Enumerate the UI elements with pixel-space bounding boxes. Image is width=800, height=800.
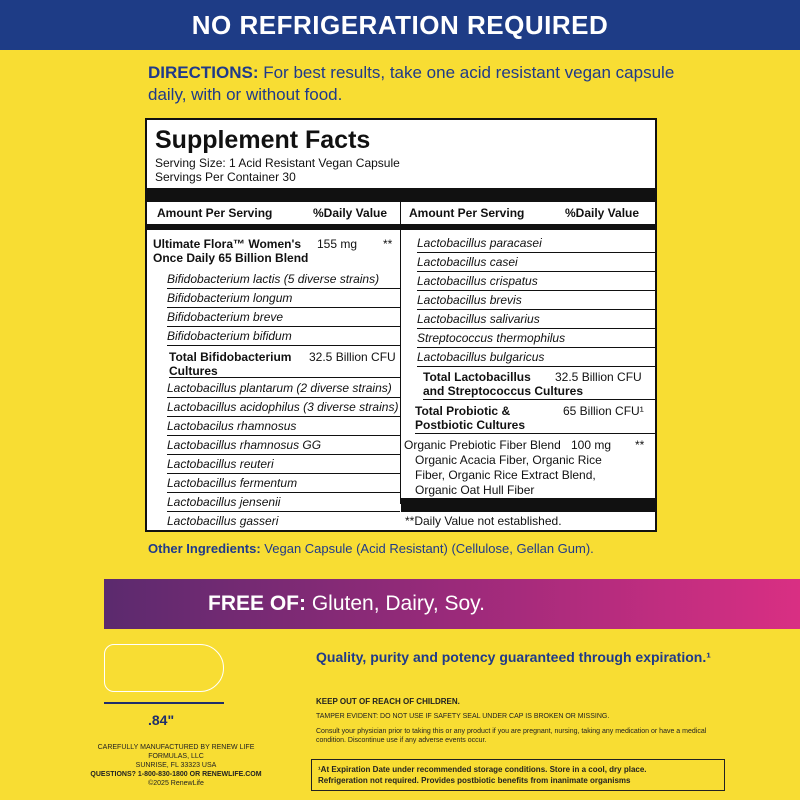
- fiber-detail: Organic Oat Hull Fiber: [415, 483, 535, 497]
- fiber-detail: Organic Acacia Fiber, Organic Rice: [415, 453, 602, 467]
- strain-row: Lactobacillus acidophilus (3 diverse strains): [167, 398, 400, 417]
- strain-row: Lactobacillus crispatus: [417, 272, 655, 291]
- strain-row: Lactobacillus paracasei: [417, 234, 655, 253]
- blend-dv: **: [383, 237, 393, 251]
- blend-name: Ultimate Flora™ Women's Once Daily 65 Billion Blend: [153, 237, 309, 265]
- tamper-warning: TAMPER EVIDENT: DO NOT USE IF SAFETY SEAL UNDER CAP IS BROKEN OR MISSING.: [316, 713, 610, 720]
- col-amount-right: Amount Per Serving: [409, 206, 525, 220]
- total-lacto: Total Lactobacillus and Streptococcus Cultures 32.5 Billion CFU: [423, 370, 655, 400]
- col-dv-left: %Daily Value: [313, 206, 388, 220]
- header-bar: [147, 224, 655, 230]
- strain-row: Bifidobacterium breve: [167, 308, 400, 327]
- blend-amount: 155 mg: [317, 237, 358, 251]
- column-divider: [400, 202, 401, 504]
- dv-footnote: **Daily Value not established.: [405, 514, 562, 528]
- strain-row: Lactobacillus plantarum (2 diverse strains): [167, 379, 400, 398]
- total-probiotic: Total Probiotic & Postbiotic Cultures 65 Billion CFU¹: [415, 404, 655, 434]
- total-probiotic-value: 65 Billion CFU¹: [563, 404, 644, 418]
- fiber-detail: Fiber, Organic Rice Extract Blend,: [415, 468, 596, 482]
- quality-statement: Quality, purity and potency guaranteed through expiration.¹: [316, 649, 711, 665]
- strain-row: Bifidobacterium lactis (5 diverse strains): [167, 270, 400, 289]
- keep-out-warning: KEEP OUT OF REACH OF CHILDREN.: [316, 697, 460, 706]
- facts-title: Supplement Facts: [155, 126, 371, 154]
- directions: [148, 62, 708, 106]
- strain-row: Lactobacillus brevis: [417, 291, 655, 310]
- other-ingredients-label: Other Ingredients:: [148, 541, 261, 556]
- free-of-label: FREE OF:: [208, 592, 306, 615]
- directions-label: DIRECTIONS:: [148, 63, 259, 82]
- strain-row: Bifidobacterium bifidum: [167, 327, 400, 346]
- servings-per-container: Servings Per Container 30: [155, 170, 296, 184]
- fiber-blend-dv: **: [635, 438, 645, 452]
- other-ingredients-text: Vegan Capsule (Acid Resistant) (Cellulose, Gellan Gum).: [260, 541, 594, 556]
- supplement-facts-panel: [145, 118, 657, 532]
- fiber-blend-name: Organic Prebiotic Fiber Blend: [404, 438, 561, 452]
- strain-row: Lactobacillus bulgaricus: [417, 348, 655, 367]
- fiber-blend-amount: 100 mg: [571, 438, 612, 452]
- strain-row: Bifidobacterium longum: [167, 289, 400, 308]
- consult-warning: Consult your physician prior to taking this or any product if you are pregnant, nursing, taking any medication or have a medical condition. Discontinue use if any adverse events occur.: [316, 728, 707, 744]
- free-of-band: [104, 579, 800, 629]
- strain-row: Lactobacillus fermentum: [167, 474, 400, 493]
- total-bifido: Total Bifidobacterium Cultures 32.5 Billion CFU: [169, 350, 400, 378]
- total-lacto-value: 32.5 Billion CFU: [555, 370, 642, 384]
- col-amount-left: Amount Per Serving: [157, 206, 273, 220]
- strain-row: Lactobacillus reuteri: [167, 455, 400, 474]
- strain-row: Lactobacillus salivarius: [417, 310, 655, 329]
- other-ingredients: [148, 541, 594, 556]
- serving-size: Serving Size: 1 Acid Resistant Vegan Capsule: [155, 156, 400, 170]
- free-of-text: Gluten, Dairy, Soy.: [306, 592, 485, 615]
- strain-row: Streptococcus thermophilus: [417, 329, 655, 348]
- total-bifido-value: 32.5 Billion CFU: [309, 350, 396, 364]
- refrigeration-banner: NO REFRIGERATION REQUIRED: [0, 0, 800, 50]
- capsule-size: .84": [148, 712, 175, 728]
- strain-row: Lactobacillus jensenii: [167, 493, 400, 512]
- strain-row: Lactobacillus casei: [417, 253, 655, 272]
- capsule-size-line: [104, 702, 224, 704]
- expiration-note-box: ¹At Expiration Date under recommended storage conditions. Store in a cool, dry place. Refrigeration not required. Provides postbiotic benefits from inanimate organisms: [311, 759, 725, 791]
- col-dv-right: %Daily Value: [565, 206, 640, 220]
- strain-row: Lactobacillus gasseri: [167, 514, 279, 528]
- bottom-bar: [401, 498, 655, 512]
- directions-text: For best results, take one acid resistant vegan capsule daily, with or without food.: [148, 63, 675, 104]
- strain-row: Lactobacilus rhamnosus: [167, 417, 400, 436]
- capsule-outline: [104, 644, 224, 692]
- strain-row: Lactobacillus rhamnosus GG: [167, 436, 400, 455]
- manufacturer-info: CAREFULLY MANUFACTURED BY RENEW LIFE FORMULAS, LLC SUNRISE, FL 33323 USA QUESTIONS? 1-800-830-1800 OR RENEWLIFE.COM ©2025 RenewLife: [90, 744, 262, 787]
- facts-thick-bar: [147, 188, 655, 202]
